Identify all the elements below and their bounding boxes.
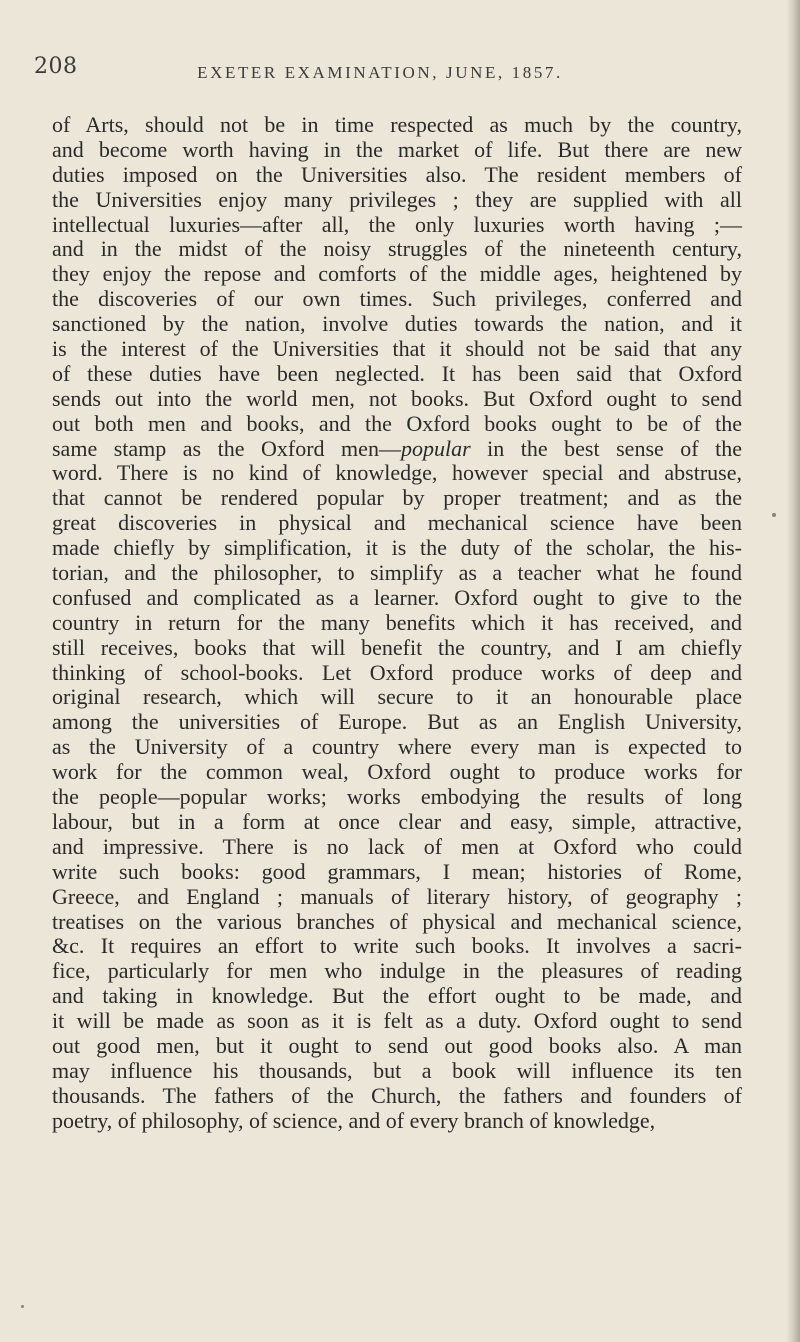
text-line: and in the midst of the noisy struggles of the nineteenth century, <box>52 236 742 262</box>
text-line: fice, particularly for men who indulge in the pleasures of reading <box>52 958 742 984</box>
text-line: confused and complicated as a learner. Oxford ought to give to the <box>52 584 742 610</box>
text-line: the discoveries of our own times. Such privileges, conferred and <box>52 286 742 312</box>
text-line: and become worth having in the market of life. But there are new <box>52 136 742 162</box>
text-line: out good men, but it ought to send out good books also. A man <box>52 1032 742 1058</box>
text-line: country in return for the many benefits which it has received, and <box>52 609 742 635</box>
text-line: sanctioned by the nation, involve duties towards the nation, and it <box>52 311 742 337</box>
text-line: Greece, and England ; manuals of literary history, of geography ; <box>52 883 742 909</box>
text-line: of Arts, should not be in time respected as much by the country, <box>52 112 742 137</box>
text-line: labour, but in a form at once clear and easy, simple, attractive, <box>52 808 742 834</box>
text-line: may influence his thousands, but a book will influence its ten <box>52 1057 742 1083</box>
page-header <box>0 54 800 94</box>
text-line: as the University of a country where every man is expected to <box>52 734 742 760</box>
emphasis-text: popular <box>400 435 471 461</box>
text-line: that cannot be rendered popular by proper treatment; and as the <box>52 485 742 511</box>
text-line: thousands. The fathers of the Church, the fathers and founders of <box>52 1082 742 1108</box>
text-line: and taking in knowledge. But the effort ought to be made, and <box>52 983 742 1009</box>
text-line: and impressive. There is no lack of men at Oxford who could <box>52 833 742 859</box>
page-number: 208 <box>34 54 78 79</box>
paper-speck <box>772 513 776 517</box>
text-line: sends out into the world men, not books. But Oxford ought to send <box>52 385 742 411</box>
text-line: word. There is no kind of knowledge, however special and abstruse, <box>52 460 742 486</box>
text-line: original research, which will secure to it an honourable place <box>52 684 742 710</box>
text-line: duties imposed on the Universities also. The resident members of <box>52 161 742 187</box>
text-line: out both men and books, and the Oxford books ought to be of the <box>52 410 742 436</box>
text-line: work for the common weal, Oxford ought to produce works for <box>52 759 742 785</box>
text-line: the people—popular works; works embodying the results of long <box>52 784 742 810</box>
text-line: same stamp as the Oxford men—popular in the best sense of the <box>52 435 743 461</box>
text-line: intellectual luxuries—after all, the only luxuries worth having ;— <box>52 211 742 237</box>
text-line: treatises on the various branches of physical and mechanical science, <box>52 908 742 934</box>
text-line: is the interest of the Universities that it should not be said that any <box>52 336 742 362</box>
page-spine-shadow <box>786 0 800 1342</box>
text-line: &c. It requires an effort to write such books. It involves a sacri- <box>52 933 742 959</box>
text-line: poetry, of philosophy, of science, and of every branch of knowledge, <box>52 1107 656 1133</box>
text-line: of these duties have been neglected. It has been said that Oxford <box>52 360 742 386</box>
text-line: great discoveries in physical and mechanical science have been <box>52 510 742 536</box>
text-line: torian, and the philosopher, to simplify as a teacher what he found <box>52 560 742 586</box>
text-line: it will be made as soon as it is felt as a duty. Oxford ought to send <box>52 1008 742 1034</box>
text-line: still receives, books that will benefit the country, and I am chiefly <box>52 634 742 660</box>
text-line: among the universities of Europe. But as an English University, <box>52 709 742 735</box>
text-line: they enjoy the repose and comforts of the middle ages, heightened by <box>52 261 742 287</box>
running-title: EXETER EXAMINATION, JUNE, 1857. <box>197 63 563 82</box>
text-line: made chiefly by simplification, it is the duty of the scholar, the his- <box>52 535 742 561</box>
paper-speck <box>21 1305 24 1308</box>
text-line: thinking of school-books. Let Oxford produce works of deep and <box>52 659 742 685</box>
text-line: the Universities enjoy many privileges ; they are supplied with all <box>52 186 742 212</box>
text-line: write such books: good grammars, I mean; histories of Rome, <box>52 858 742 884</box>
